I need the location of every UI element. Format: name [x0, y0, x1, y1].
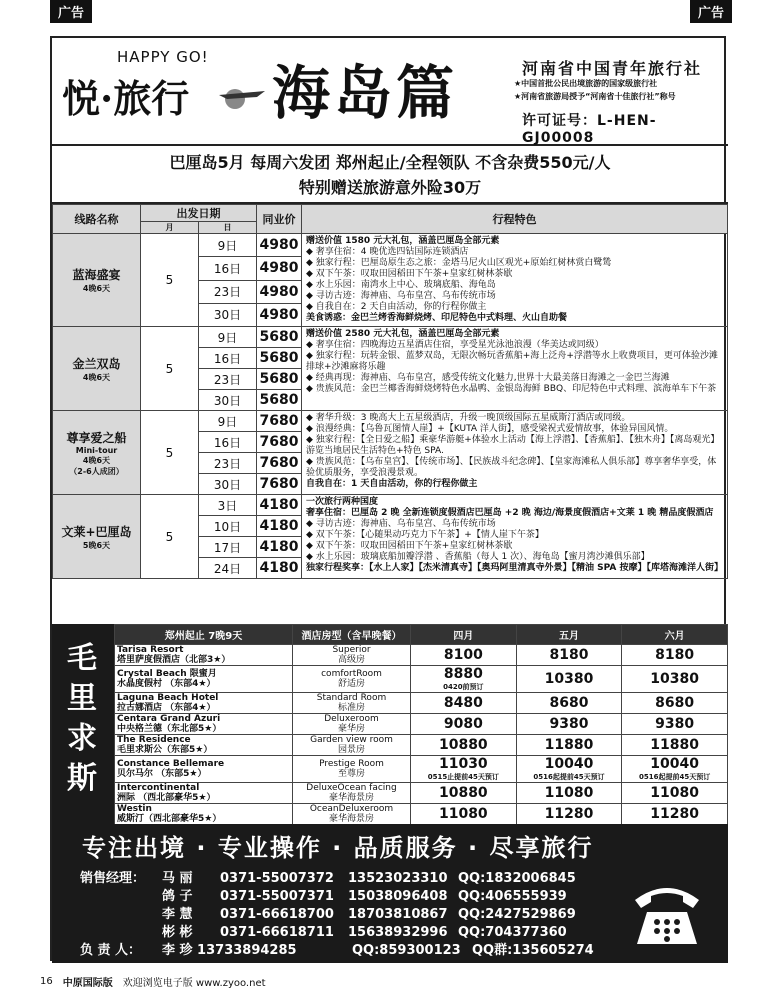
table-row [53, 411, 728, 432]
hotel-cell [115, 756, 293, 783]
contact-tel: 0371-66618700 [220, 907, 334, 922]
day-cell: 9日 [199, 411, 257, 432]
route-name: 蓝海盛宴 [72, 268, 121, 282]
feature-line: ◆ 水上乐园：玻璃底船加瓣浮潜 、香蕉船（每人 1 次）、海龟岛【蜜月湾沙滩俱乐部】 [306, 552, 650, 562]
col-day: 日 [199, 222, 257, 234]
price-cell: 7680 [257, 432, 302, 453]
route-duration: 4晚6天 [82, 284, 111, 293]
day-cell: 30日 [199, 474, 257, 495]
contact-name: 马 丽 [162, 871, 193, 886]
hotel-cell [115, 714, 293, 735]
day-cell: 17日 [199, 537, 257, 558]
contact-qq: QQ:1832006845 [458, 871, 576, 886]
price-value: 11280 [544, 806, 594, 822]
feature-line: ◆ 奢享住宿：四晚海边五星酒店住宿，享受星光泳池浪漫（华美达或同级） [306, 340, 604, 350]
price-value: 8680 [655, 695, 695, 711]
page-number: 16 [40, 976, 53, 987]
price-cell: 4180 [257, 537, 302, 558]
price-value: 10880 [438, 737, 488, 753]
feature-line: ◆ 寻访古迹：海神庙、乌布皇宫、乌布传统市场 [306, 291, 496, 301]
room-cell [293, 804, 411, 825]
contact-name: 彬 彬 [162, 925, 193, 940]
day-cell: 10日 [199, 516, 257, 537]
day-cell: 3日 [199, 495, 257, 516]
feature-line: ◆ 奢华升级：3 晚高大上五星级酒店，升级一晚顶级国际五星威斯汀酒店或同级。 [306, 413, 631, 423]
hotel-cell [115, 804, 293, 825]
booking-note: 0515止提前45天预订 [427, 773, 499, 781]
contact-list [80, 870, 622, 960]
col-june: 六月 [622, 625, 728, 645]
feature-cell [302, 411, 728, 495]
price-value: 8880 [443, 666, 483, 682]
day-cell: 16日 [199, 257, 257, 280]
room-type-cn: 标准房 [337, 703, 365, 713]
price-value: 10040 [544, 756, 594, 772]
day-cell: 23日 [199, 369, 257, 390]
agency-name: 河南省中国青年旅行社 [522, 59, 703, 78]
price-cell: 4180 [257, 558, 302, 579]
room-type-en: comfortRoom [321, 669, 382, 679]
col-feature: 行程特色 [302, 205, 728, 234]
day-cell: 9日 [199, 234, 257, 257]
feature-cell [302, 327, 728, 411]
col-route: 线路名称 [53, 205, 141, 234]
advert-page [50, 36, 726, 961]
contact-role: 销售经理： [80, 871, 146, 886]
hotel-name-en: Crystal Beach 限蜜月 [117, 669, 217, 679]
price-value: 8180 [655, 647, 695, 663]
room-cell [293, 666, 411, 693]
price-value: 11880 [650, 737, 700, 753]
price-cell [411, 735, 517, 756]
bali-route-table [52, 204, 728, 579]
feature-line: ◆ 独家行程：巴厘岛原生态之旅：金塔马尼火山区观光+原始红树林赏白鹭鸶 [306, 258, 612, 268]
feature-cell [302, 234, 728, 327]
feature-line: 一次旅行两种国度 [306, 497, 379, 507]
agency-note-1: ★中国首批公民出境旅游的国家级旅行社 [514, 79, 658, 88]
feature-line: ◆ 自我自在：2 天自由活动，你的行程你做主 [306, 302, 487, 312]
col-april: 四月 [411, 625, 517, 645]
price-cell: 4180 [257, 495, 302, 516]
contact-tel: 0371-55007371 [220, 889, 334, 904]
feature-line: ◆ 水上乐园：南湾水上中心、玻璃底船、海龟岛 [306, 280, 496, 290]
price-cell: 4180 [257, 516, 302, 537]
price-cell [516, 756, 622, 783]
page-footer [40, 974, 266, 989]
table-row [115, 735, 728, 756]
table-row [115, 714, 728, 735]
day-cell: 23日 [199, 453, 257, 474]
route-name-cell [53, 495, 141, 579]
price-cell: 7680 [257, 453, 302, 474]
feature-line: ◆ 贵族风范：金巴兰椰香海鲜烧烤特色水晶鸭、金银岛海鲜 BBQ、印尼特色中式料理、滨海单车下午茶 [306, 384, 717, 394]
mauritius-char: 毛 [67, 641, 97, 676]
feature-line: 美食诱惑：金巴兰烤香海鲜烧烤、印尼特色中式料理、火山自助餐 [306, 313, 568, 323]
feature-line: ◆ 奢享住宿：4 晚优选四钻国际连锁酒店 [306, 247, 469, 257]
price-cell: 5680 [257, 348, 302, 369]
contact-qq: QQ:704377360 [458, 925, 567, 940]
contact-group: QQ群:135605274 [472, 943, 594, 958]
price-value: 10380 [544, 671, 594, 687]
happy-go-text: HAPPY GO! [117, 48, 209, 66]
route-duration: Mini-tour [75, 445, 118, 455]
hotel-name-cn: 拉古娜酒店 （东部4★） [117, 703, 216, 713]
table-row [115, 783, 728, 804]
room-type-cn: 高级房 [337, 655, 365, 665]
slogan: 专注出境 · 专业操作 · 品质服务 · 尽享旅行 [82, 834, 594, 862]
contact-mobile: 18703810867 [348, 907, 448, 922]
table-row [53, 234, 728, 257]
room-cell [293, 645, 411, 666]
col-month: 月 [141, 222, 199, 234]
airplane-icon [217, 83, 267, 111]
month-cell: 5 [141, 234, 199, 327]
room-type-cn: 豪华海景房 [328, 793, 374, 803]
price-cell: 5680 [257, 327, 302, 348]
room-type-en: Standard Room [316, 693, 387, 703]
month-cell: 5 [141, 327, 199, 411]
contact-role [80, 906, 162, 924]
price-value: 8100 [443, 647, 483, 663]
price-value: 10880 [438, 785, 488, 801]
day-cell: 9日 [199, 327, 257, 348]
contact-role [80, 888, 162, 906]
day-cell: 30日 [199, 390, 257, 411]
price-cell [411, 804, 517, 825]
room-type-cn: 园景房 [337, 745, 365, 755]
contact-boss_role: 负 责 人： [80, 943, 142, 958]
table-row [115, 804, 728, 825]
room-cell [293, 735, 411, 756]
feature-line: ◆ 独家行程：【全日爱之船】乘豪华游艇+体验水上活动【海上浮潜】、【香蕉船】、【独木舟】【离岛观光】游览当地居民生活特色+特色 SPA. [306, 435, 720, 456]
telephone-icon [627, 872, 707, 952]
price-value: 9080 [443, 716, 483, 732]
price-value: 9380 [549, 716, 589, 732]
feature-line: ◆ 浪漫经典：【乌鲁瓦图情人崖】+【KUTA 洋人街】，感受梁祝式爱情故事，体验异国风情。 [306, 424, 674, 434]
price-cell: 4980 [257, 303, 302, 326]
hotel-cell [115, 693, 293, 714]
feature-line: 独家行程奖享：【水上人家】【杰米清真寺】【奥玛阿里清真寺外景】【精油 SPA 按摩】【库塔海滩洋人街】 [306, 563, 723, 573]
mauritius-price-table [114, 624, 728, 825]
contact-tel: 0371-55007372 [220, 871, 334, 886]
contact-boss_qq: QQ:859300123 [352, 943, 461, 958]
hotel-cell [115, 645, 293, 666]
hotel-name-cn: 塔里萨度假酒店（北部3★） [117, 655, 231, 665]
price-cell: 7680 [257, 411, 302, 432]
room-type-cn: 至尊房 [337, 769, 365, 779]
hotel-cell [115, 666, 293, 693]
col-room: 酒店房型（含早晚餐） [293, 625, 411, 645]
promo-line-1: 巴厘岛5月 每周六发团 郑州起止/全程领队 不含杂费550元/人 [169, 153, 611, 172]
hotel-name-cn: 中央格兰德（东北部5★） [117, 724, 222, 734]
feature-line: ◆ 贵族风范：【乌布皇宫】、【传统市场】、【民族战斗纪念碑】、【皇家海滩私人俱乐部】尊享奢华享受，体验优质服务，享受浪漫景观。 [306, 457, 717, 478]
day-cell: 16日 [199, 432, 257, 453]
price-value: 11880 [544, 737, 594, 753]
price-value: 10040 [650, 756, 700, 772]
price-cell [622, 735, 728, 756]
day-cell: 24日 [199, 558, 257, 579]
price-value: 8480 [443, 695, 483, 711]
price-cell [516, 693, 622, 714]
route-name: 金兰双岛 [72, 356, 121, 371]
room-type-en: OceanDeluxeroom [309, 804, 394, 814]
price-cell [516, 714, 622, 735]
price-cell [411, 714, 517, 735]
mauritius-char: 里 [67, 681, 97, 716]
table-row [115, 756, 728, 783]
contact-boss: 李 珍 13733894285 [162, 943, 297, 958]
price-cell: 4980 [257, 257, 302, 280]
hotel-cell [115, 783, 293, 804]
month-cell: 5 [141, 495, 199, 579]
price-cell: 4980 [257, 234, 302, 257]
route-duration: （2-6人成团） [69, 466, 124, 476]
agency-note-2: ★河南省旅游局授予“河南省十佳旅行社”称号 [514, 92, 676, 101]
ad-label-right: 广告 [690, 0, 732, 23]
price-cell [516, 645, 622, 666]
table-row [115, 666, 728, 693]
hotel-name-en: Tarisa Resort [117, 645, 184, 655]
contact-name: 鸽 子 [162, 889, 193, 904]
price-value: 11030 [438, 756, 488, 772]
route-name-cell [53, 234, 141, 327]
room-type-cn: 豪华房 [337, 724, 365, 734]
route-name-cell [53, 327, 141, 411]
room-cell [293, 756, 411, 783]
price-cell: 5680 [257, 369, 302, 390]
table-row [115, 645, 728, 666]
footer [52, 824, 728, 963]
price-cell [516, 804, 622, 825]
hotel-name-cn: 毛里求斯公（东部5★） [117, 745, 213, 755]
feature-line: 赠送价值 1580 元大礼包，涵盖巴厘岛全部元素 [306, 236, 500, 246]
contact-tel: 0371-66618711 [220, 925, 334, 940]
contact-mobile: 15638932996 [348, 925, 448, 940]
price-value: 11280 [650, 806, 700, 822]
brand-logo: 悦·旅行 [62, 76, 190, 121]
hotel-name-cn: 洲际 （西北部豪华5★） [117, 793, 216, 803]
route-name: 文莱+巴厘岛 [61, 524, 132, 539]
room-type-cn: 舒适房 [337, 679, 365, 689]
room-type-en: Garden view room [310, 735, 393, 745]
price-cell [622, 645, 728, 666]
price-cell [411, 693, 517, 714]
month-cell: 5 [141, 411, 199, 495]
price-value: 9380 [655, 716, 695, 732]
paper-edition: 中原国际版 [62, 978, 113, 989]
price-cell [622, 666, 728, 693]
hotel-name-cn: 水晶度假村 （东部4★） [117, 679, 216, 689]
room-type-en: Deluxeroom [324, 714, 379, 724]
license-number: 许可证号：L-HEN-GJ00008 [522, 113, 657, 146]
room-type-en: Superior [332, 645, 371, 655]
day-cell: 16日 [199, 348, 257, 369]
feature-line: 自我自在：1 天自由活动，你的行程你做主 [306, 479, 478, 489]
price-cell: 5680 [257, 390, 302, 411]
col-hotel: 郑州起止 7晚9天 [115, 625, 293, 645]
table-row [53, 327, 728, 348]
price-value: 8180 [549, 647, 589, 663]
contact-row [80, 924, 622, 942]
booking-note: 0516起提前45天预订 [533, 773, 605, 781]
price-cell: 4980 [257, 280, 302, 303]
booking-note: 0420前预订 [443, 683, 484, 691]
price-cell [516, 783, 622, 804]
feature-cell [302, 495, 728, 579]
contact-qq: QQ:2427529869 [458, 907, 576, 922]
route-duration: 4晚6天 [82, 372, 111, 382]
price-cell [516, 735, 622, 756]
mauritius-section [52, 624, 728, 824]
route-duration: 4晚6天 [82, 455, 111, 465]
price-cell [411, 756, 517, 783]
contact-row [80, 942, 622, 960]
promo-banner [52, 146, 728, 204]
route-duration: 5晚6天 [82, 540, 111, 550]
feature-line: ◆ 双下午茶：叹取田园稻田下午茶+皇家红树林茶歇 [306, 269, 513, 279]
contact-mobile: 13523023310 [348, 871, 448, 886]
price-cell: 7680 [257, 474, 302, 495]
hotel-name-en: The Residence [117, 735, 191, 745]
price-value: 10380 [650, 671, 700, 687]
feature-line: ◆ 双下午茶：叹取田园稻田下午茶+皇家红树林茶歇 [306, 541, 513, 551]
price-cell [411, 666, 517, 693]
mauritius-char: 斯 [67, 761, 97, 796]
col-price: 同业价 [257, 205, 302, 234]
mauritius-char: 求 [67, 721, 97, 756]
contact-qq: QQ:406555939 [458, 889, 567, 904]
price-cell [622, 693, 728, 714]
price-cell [622, 756, 728, 783]
ad-label-left: 广告 [50, 0, 92, 23]
feature-line: ◆ 经典再现：海神庙、乌布皇宫，感受传统文化魅力,世界十大最美落日海滩之一金巴兰海滩 [306, 373, 670, 383]
hotel-name-cn: 威斯汀（西北部豪华5★） [117, 814, 222, 824]
price-cell [622, 804, 728, 825]
room-cell [293, 693, 411, 714]
price-value: 8680 [549, 695, 589, 711]
feature-line: ◆ 双下午茶：【心随果动巧克力下午茶】+【情人崖下午茶】 [306, 530, 544, 540]
feature-line: ◆ 寻访古迹：海神庙、乌布皇宫、乌布传统市场 [306, 519, 496, 529]
contact-name: 李 慧 [162, 907, 193, 922]
route-name-cell [53, 411, 141, 495]
contact-row [80, 870, 622, 888]
room-cell [293, 783, 411, 804]
hotel-name-en: Centara Grand Azuri [117, 714, 221, 724]
price-value: 11080 [650, 785, 700, 801]
price-cell [411, 783, 517, 804]
booking-note: 0516起提前45天预订 [639, 773, 711, 781]
price-value: 11080 [544, 785, 594, 801]
contact-row [80, 906, 622, 924]
website-text: 欢迎浏览电子版 www.zyoo.net [122, 978, 266, 989]
hotel-name-cn: 贝尔马尔 （东部5★） [117, 769, 207, 779]
feature-line: ◆ 独家行程：玩转金银、蓝梦双岛，无限次畅玩香蕉船+海上泛舟+浮潜等水上收费项目，更可体验沙滩排球+沙滩麻将乐趣 [306, 351, 718, 372]
price-cell [516, 666, 622, 693]
price-cell [622, 783, 728, 804]
price-cell [622, 714, 728, 735]
room-type-en: DeluxeOcean facing [306, 783, 397, 793]
feature-line: 赠送价值 2580 元大礼包，涵盖巴厘岛全部元素 [306, 329, 500, 339]
route-name: 尊享爱之船 [66, 430, 127, 445]
hotel-name-en: Laguna Beach Hotel [117, 693, 219, 703]
contact-mobile: 15038096408 [348, 889, 448, 904]
feature-line: 奢享住宿：巴厘岛 2 晚 全新连锁度假酒店巴厘岛 +2 晚 海边/海景度假酒店+文莱 1 晚 精品度假酒店 [306, 508, 714, 518]
price-cell [411, 645, 517, 666]
header [52, 38, 728, 146]
hotel-cell [115, 735, 293, 756]
hotel-name-en: Constance Bellemare [117, 759, 225, 769]
day-cell: 30日 [199, 303, 257, 326]
col-may: 五月 [516, 625, 622, 645]
mauritius-label [52, 624, 112, 824]
table-row [115, 693, 728, 714]
page-title: 海岛篇 [272, 59, 459, 127]
contact-role [80, 924, 162, 942]
day-cell: 23日 [199, 280, 257, 303]
room-cell [293, 714, 411, 735]
room-type-en: Prestige Room [319, 759, 384, 769]
price-value: 11080 [438, 806, 488, 822]
contact-row [80, 888, 622, 906]
hotel-name-en: Westin [117, 804, 152, 814]
table-row [53, 495, 728, 516]
hotel-name-en: Intercontinental [117, 783, 200, 793]
promo-line-2: 特别赠送旅游意外险30万 [298, 178, 482, 197]
col-date: 出发日期 [141, 205, 257, 222]
room-type-cn: 豪华海景房 [328, 814, 374, 824]
